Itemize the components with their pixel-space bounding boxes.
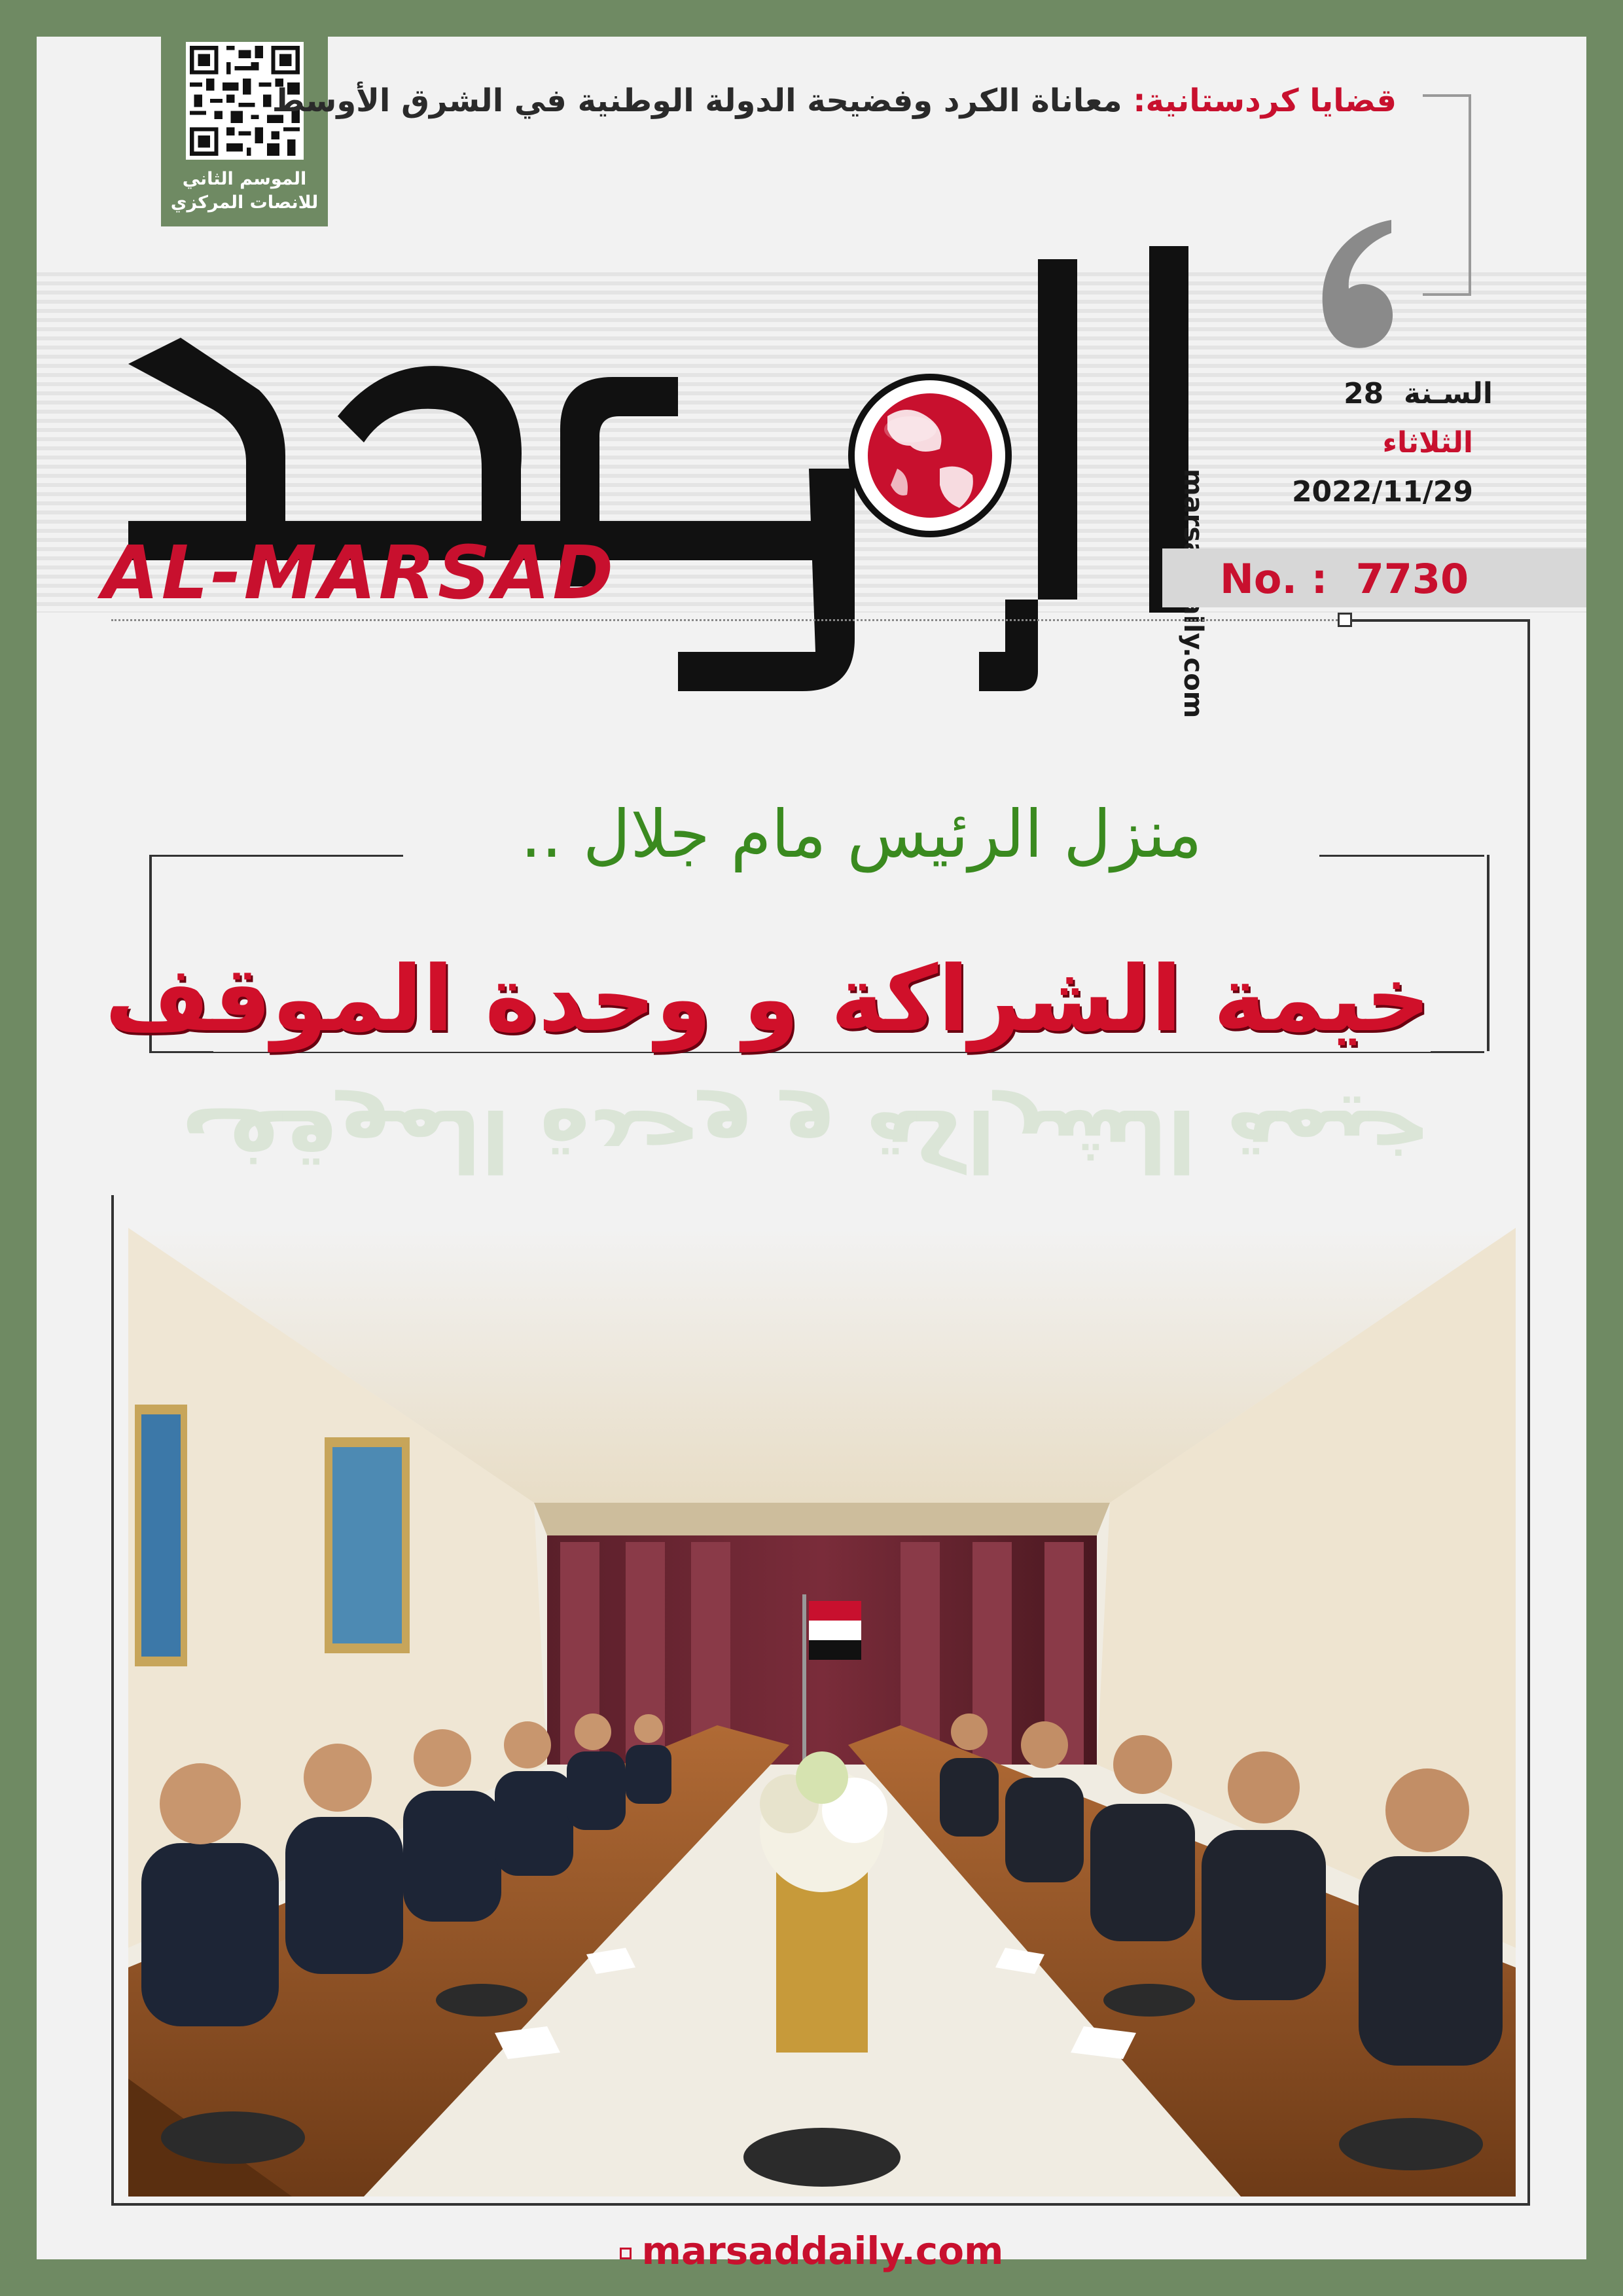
qr-caption-line2: للانصات المركزي xyxy=(170,192,319,213)
footer-square-icon xyxy=(620,2248,632,2259)
day-label: الثلاثاء xyxy=(1382,426,1473,459)
frame-square xyxy=(1338,613,1352,627)
top-headline-kicker: قضايا كردستانية: xyxy=(1133,82,1397,119)
magazine-cover xyxy=(37,37,1586,2259)
footer-website[interactable] xyxy=(0,2229,1623,2273)
masthead-logo-en: AL-MARSAD xyxy=(102,531,616,616)
masthead-logo xyxy=(102,220,1267,717)
qr-caption xyxy=(161,168,328,215)
frame-top-dotted xyxy=(111,619,1518,621)
year-info xyxy=(1257,377,1493,410)
main-headline[interactable]: خيمة الشراكة و وحدة الموقف xyxy=(105,946,1431,1052)
headline-bracket xyxy=(1423,94,1471,296)
sub-headline[interactable]: منزل الرئيس مام جلال .. xyxy=(403,796,1319,872)
meeting-photo[interactable] xyxy=(128,1228,1516,2197)
headline-reflection: خيمة الشراكة و وحدة الموقف xyxy=(181,1090,1431,1190)
top-headline[interactable] xyxy=(272,82,1397,119)
issue-value: 7730 xyxy=(1355,555,1469,603)
frame-left xyxy=(111,1195,114,2204)
year-label: السـنة xyxy=(1403,377,1493,410)
globe-icon xyxy=(851,377,1008,534)
frame-right xyxy=(1527,619,1530,2203)
qr-block xyxy=(161,37,328,226)
qr-caption-line1: الموسم الثاني xyxy=(182,169,307,189)
quote-icon xyxy=(1306,213,1404,357)
frame-top-right xyxy=(1348,619,1529,622)
issue-number xyxy=(1220,555,1469,603)
issue-date: 2022/11/29 xyxy=(1291,475,1473,509)
footer-website-text: marsaddaily.com xyxy=(641,2229,1004,2273)
top-headline-text: معاناة الكرد وفضيحة الدولة الوطنية في الشرق الأوسط xyxy=(272,82,1133,119)
year-value: 28 xyxy=(1344,377,1384,410)
issue-label: No. : xyxy=(1220,555,1328,603)
frame-bottom xyxy=(111,2203,1530,2206)
